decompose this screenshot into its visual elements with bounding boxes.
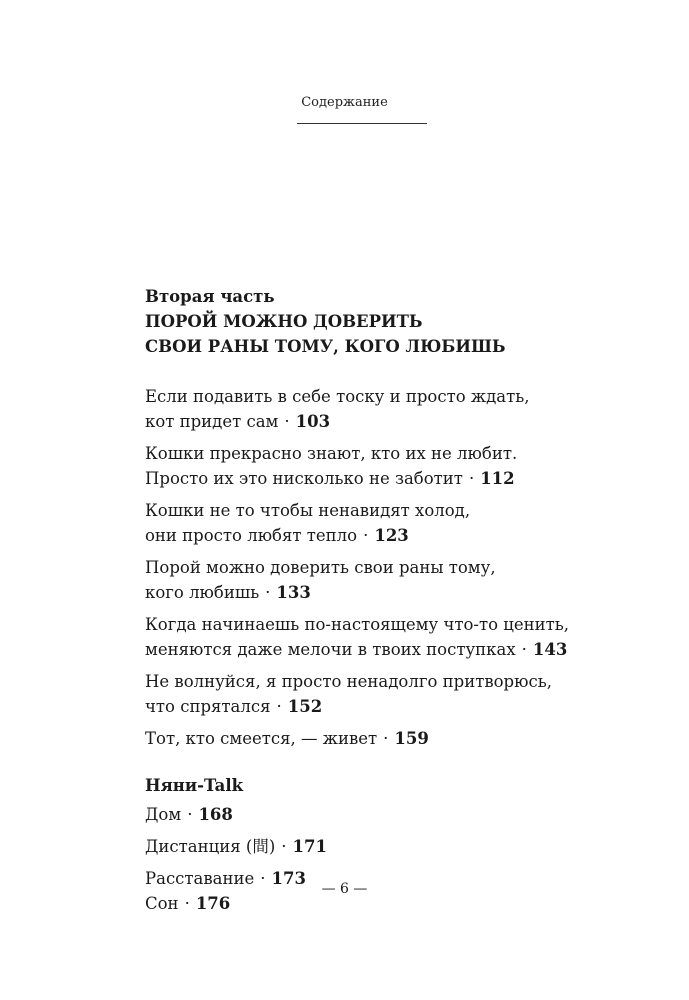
toc-content (145, 284, 615, 916)
entry-title: Тот, кто смеется, — живет (145, 729, 378, 748)
talk-entries (145, 802, 615, 916)
entry-title-line-2: кого любишь (145, 583, 260, 602)
toc-entry[interactable] (145, 498, 615, 548)
separator-dot: · (284, 412, 290, 431)
talk-entry-title: Дом (145, 805, 182, 824)
part-title-line-1: ПОРОЙ МОЖНО ДОВЕРИТЬ (145, 312, 423, 331)
toc-entry[interactable] (145, 726, 615, 751)
entry-title-line-2: что спрятался (145, 697, 271, 716)
talk-entry-page-number: 173 (271, 869, 306, 888)
header-rule (297, 123, 427, 124)
talk-entry[interactable] (145, 834, 615, 859)
separator-dot: · (281, 837, 287, 856)
separator-dot: · (521, 640, 527, 659)
talk-entry-title: Расставание (145, 869, 255, 888)
page-number-folio: — 6 — (321, 881, 368, 897)
toc-entry[interactable] (145, 669, 615, 719)
entry-title-line-1: Когда начинаешь по-настоящему что-то ценить, (145, 615, 570, 634)
toc-entries (145, 384, 615, 751)
talk-entry-page-number: 168 (198, 805, 233, 824)
entry-page-number: 112 (480, 469, 515, 488)
separator-dot: · (383, 729, 389, 748)
separator-dot: · (260, 869, 266, 888)
entry-title-line-1: Не волнуйся, я просто ненадолго притворюсь, (145, 672, 552, 691)
talk-entry-title: Дистанция (間) (145, 837, 276, 856)
entry-title-line-1: Кошки прекрасно знают, кто их не любит. (145, 444, 518, 463)
entry-page-number: 103 (295, 412, 331, 431)
part-label: Вторая часть (145, 287, 275, 306)
running-header: Содержание (301, 95, 388, 110)
entry-title-line-1: Кошки не то чтобы ненавидят холод, (145, 501, 471, 520)
part-title-line-2: СВОИ РАНЫ ТОМУ, КОГО ЛЮБИШЬ (145, 337, 506, 356)
talk-entry-title: Сон (145, 894, 179, 913)
talk-entry-page-number: 171 (292, 837, 327, 856)
entry-page-number: 133 (276, 583, 311, 602)
separator-dot: · (363, 526, 369, 545)
entry-title-line-2: Просто их это нисколько не заботит (145, 469, 463, 488)
entry-title-line-2: меняются даже мелочи в твоих поступках (145, 640, 516, 659)
entry-title-line-2: они просто любят тепло (145, 526, 358, 545)
entry-title-line-1: Если подавить в себе тоску и просто ждать, (145, 387, 530, 406)
entry-page-number: 152 (287, 697, 323, 716)
entry-title-line-1: Порой можно доверить свои раны тому, (145, 558, 496, 577)
entry-page-number: 123 (374, 526, 409, 545)
talk-heading: Няни-Talk (145, 776, 244, 795)
talk-entry[interactable] (145, 802, 615, 827)
separator-dot: · (468, 469, 475, 488)
separator-dot: · (265, 583, 271, 602)
talk-entry-page-number: 176 (195, 894, 231, 913)
entry-title-line-2: кот придет сам (145, 412, 279, 431)
entry-page-number: 143 (532, 640, 568, 659)
toc-entry[interactable] (145, 441, 615, 491)
entry-page-number: 159 (394, 729, 429, 748)
toc-entry[interactable] (145, 612, 615, 662)
toc-entry[interactable] (145, 384, 615, 434)
separator-dot: · (184, 894, 190, 913)
separator-dot: · (187, 805, 193, 824)
toc-entry[interactable] (145, 555, 615, 605)
separator-dot: · (276, 697, 282, 716)
